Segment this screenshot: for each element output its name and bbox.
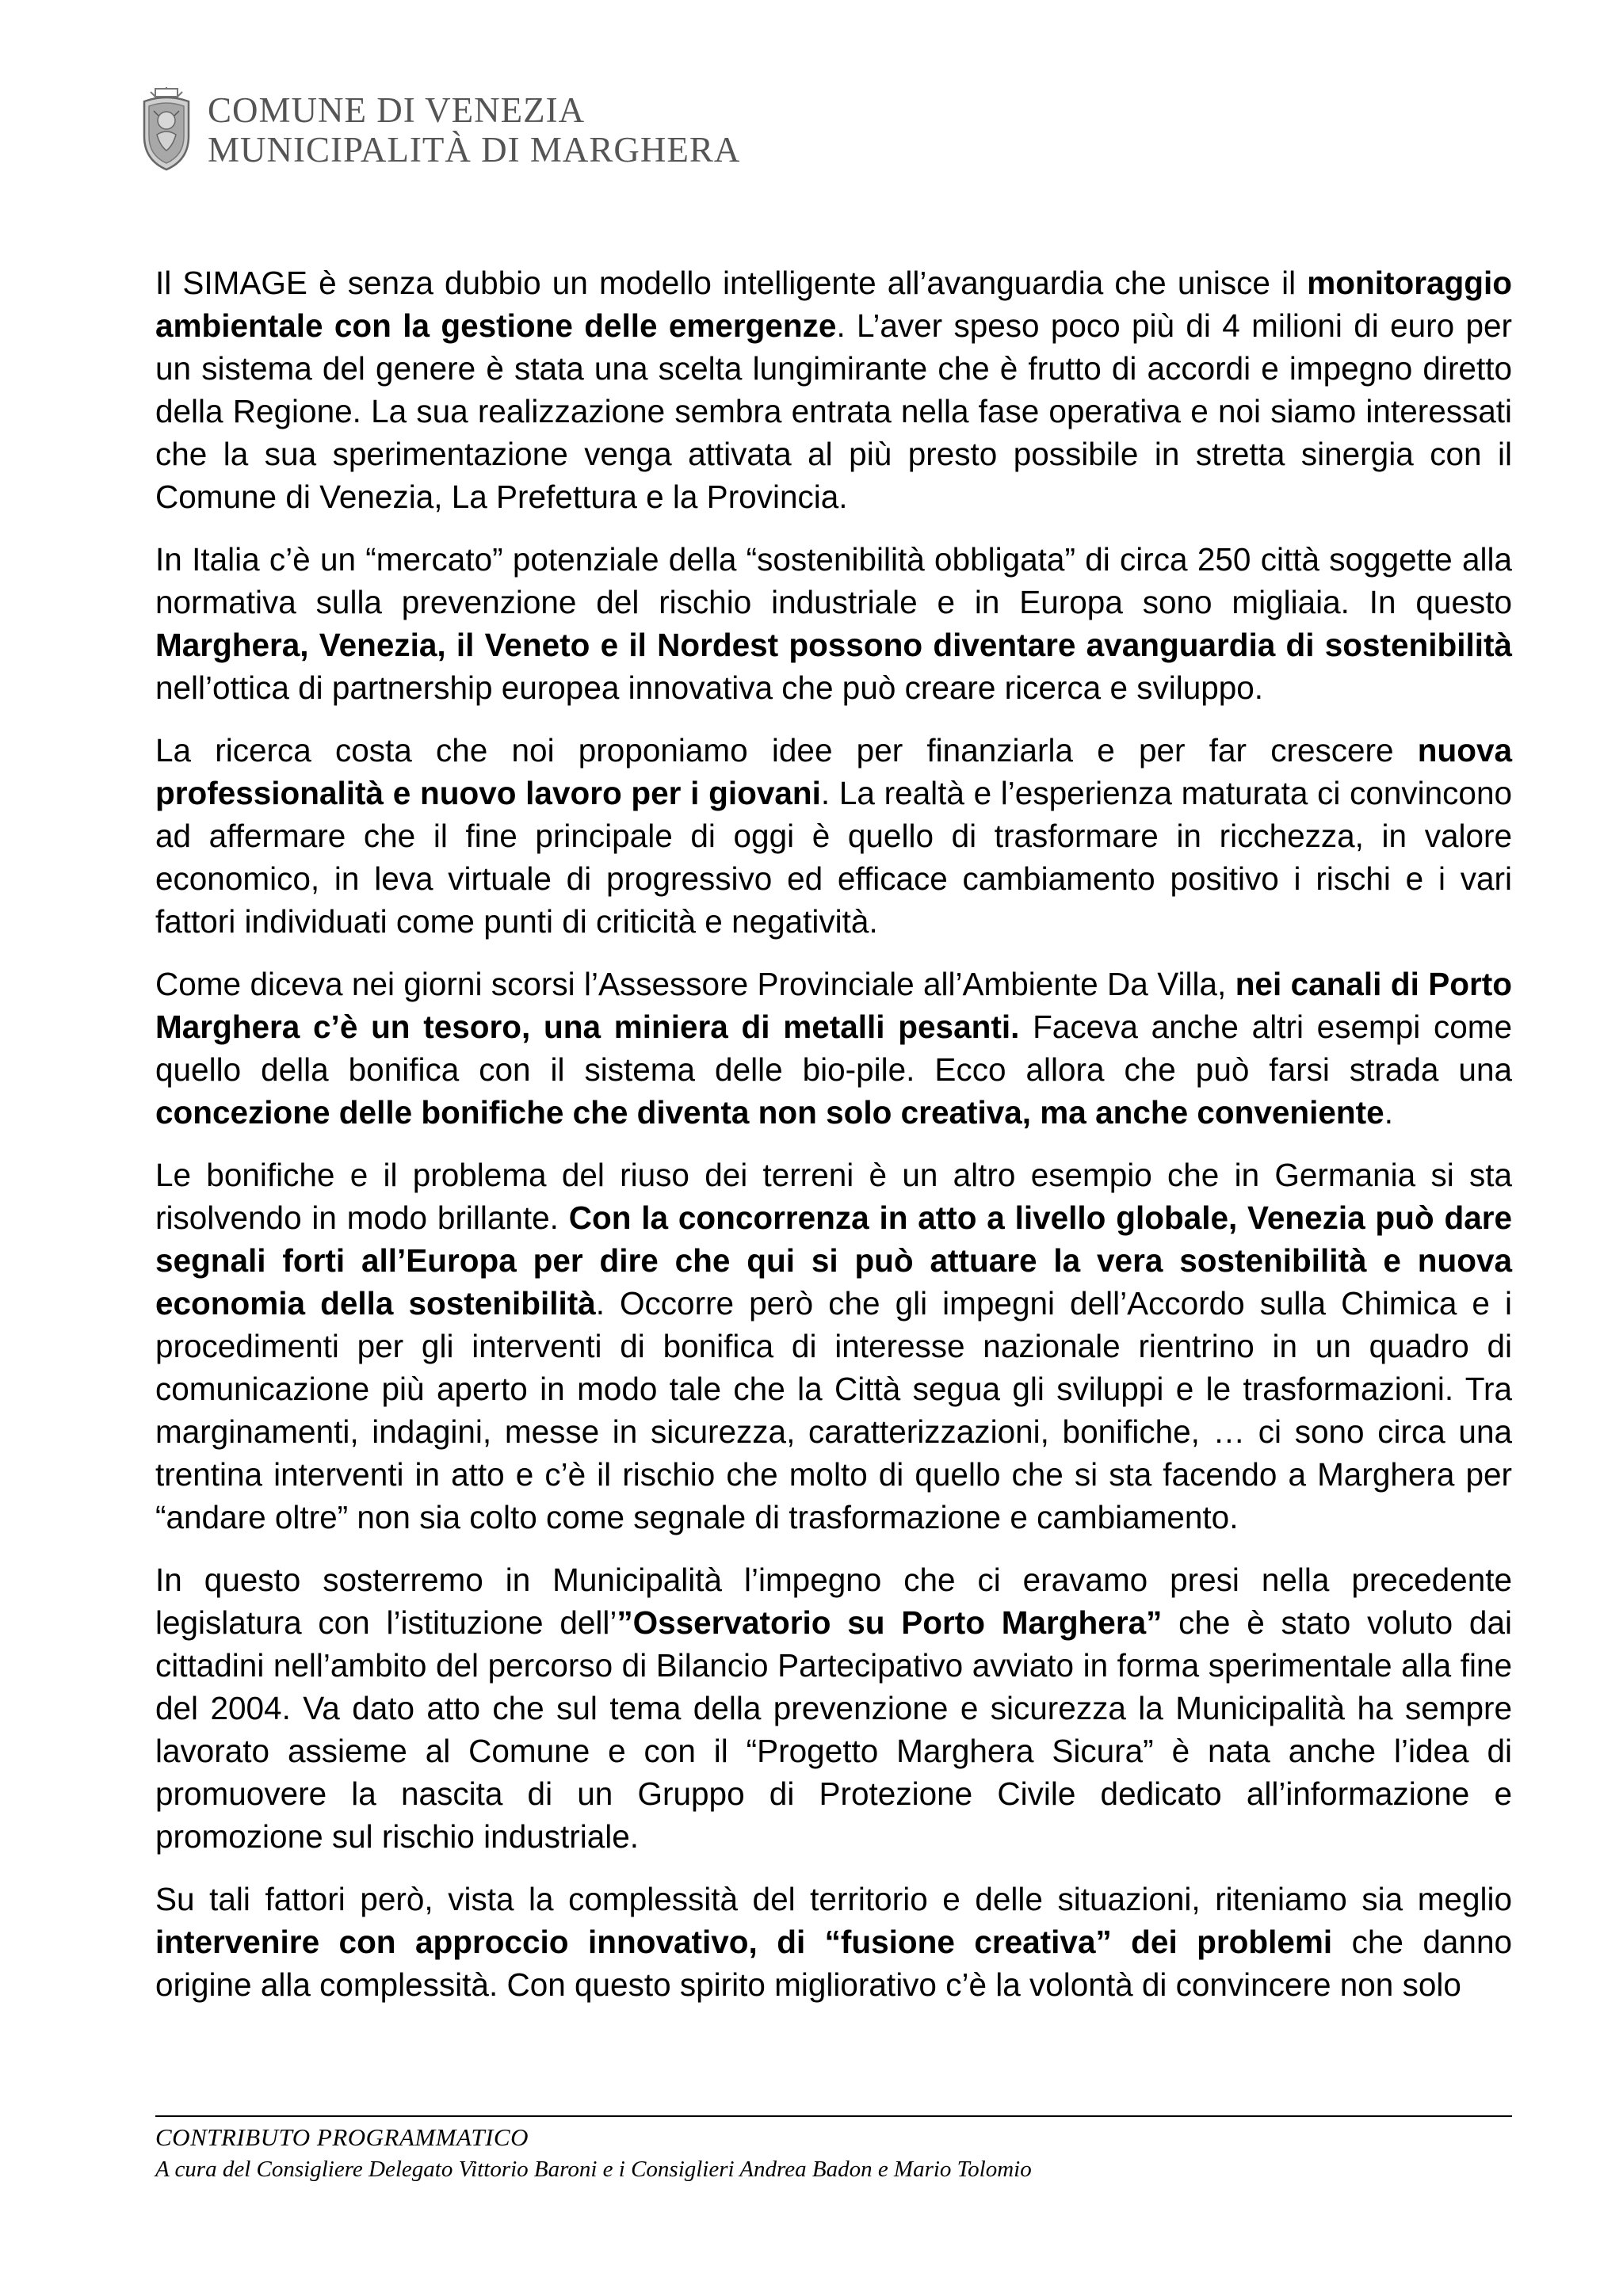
- venice-lion-crest-icon: [139, 87, 193, 173]
- text-run: nell’ottica di partnership europea innovativa che può creare ricerca e sviluppo.: [155, 669, 1264, 706]
- paragraph: [155, 729, 1512, 943]
- text-run: In Italia c’è un “mercato” potenziale della “sostenibilità obbligata” di circa 250 città soggette alla normativa sulla prevenzione del rischio industriale e in Europa sono migliaia. In questo: [155, 541, 1512, 620]
- text-run: . Occorre però che gli impegni dell’Accordo sulla Chimica e i procedimenti per gli interventi di bonifica di interesse nazionale rientrino in un quadro di comunicazione più aperto in modo tale che la Città segua gli sviluppi e le trasformazioni. Tra marginamenti, indagini, messe in sicurezza, caratterizzazioni, bonifiche, … ci sono circa una trentina interventi in atto e c’è il rischio che molto di quello che si sta facendo a Marghera per “andare oltre” non sia colto come segnale di trasformazione e cambiamento.: [155, 1285, 1512, 1535]
- paragraph: [155, 261, 1512, 518]
- text-run: .: [1384, 1094, 1393, 1131]
- document-body: [155, 261, 1512, 2026]
- text-run: Le bonifiche e il problema del riuso dei terreni è un altro esempio che in Germania si sta risolvendo in modo brillante.: [155, 1157, 1512, 1236]
- text-run: Faceva anche altri esempi come quello della bonifica con il sistema delle bio-pile. Ecco allora che può farsi strada una: [155, 1009, 1512, 1088]
- paragraph: [155, 1154, 1512, 1539]
- letterhead-comune: COMUNE DI VENEZIA: [208, 90, 586, 130]
- bold-text-run: nei canali di Porto Marghera c’è un tesoro, una miniera di metalli pesanti.: [155, 966, 1512, 1045]
- text-run: Come diceva nei giorni scorsi l’Assessore Provinciale all’Ambiente Da Villa,: [155, 966, 1235, 1002]
- page-footer: [155, 2122, 1512, 2185]
- paragraph: [155, 1558, 1512, 1858]
- bold-text-run: nuova professionalità e nuovo lavoro per i giovani: [155, 732, 1512, 811]
- paragraph: [155, 1878, 1512, 2006]
- paragraph: [155, 963, 1512, 1134]
- letterhead-municipalita: MUNICIPALITÀ DI MARGHERA: [208, 130, 741, 170]
- bold-text-run: intervenire con approccio innovativo, di “fusione creativa” dei problemi: [155, 1924, 1333, 1960]
- text-run: che è stato voluto dai cittadini nell’ambito del percorso di Bilancio Partecipativo avviato in forma sperimentale alla fine del 2004. Va dato atto che sul tema della prevenzione e sicurezza la Municipalità ha sempre lavorato assieme al Comune e con il “Progetto Marghera Sicura” è nata anche l’idea di promuovere la nascita di un Gruppo di Protezione Civile dedicato all’informazione e promozione sul rischio industriale.: [155, 1604, 1512, 1855]
- text-run: . La realtà e l’esperienza maturata ci convincono ad affermare che il fine principale di oggi è quello di trasformare in ricchezza, in valore economico, in leva virtuale di progressivo ed efficace cambiamento positivo i rischi e i vari fattori individuati come punti di criticità e negatività.: [155, 775, 1513, 940]
- text-run: Su tali fattori però, vista la complessità del territorio e delle situazioni, riteniamo sia meglio: [155, 1881, 1512, 1917]
- footer-divider: [155, 2115, 1512, 2117]
- bold-text-run: Marghera, Venezia, il Veneto e il Nordest possono diventare avanguardia di sostenibilità: [155, 627, 1512, 663]
- text-run: La ricerca costa che noi proponiamo idee per finanziarla e per far crescere: [155, 732, 1418, 769]
- text-run: . L’aver speso poco più di 4 milioni di euro per un sistema del genere è stata una scelta lungimirante che è frutto di accordi e impegno diretto della Regione. La sua realizzazione sembra entrata nella fase operativa e noi siamo interessati che la sua sperimentazione venga attivata al più presto possibile in stretta sinergia con il Comune di Venezia, La Prefettura e la Provincia.: [155, 307, 1512, 515]
- footer-credits: A cura del Consigliere Delegato Vittorio Baroni e i Consiglieri Andrea Badon e Mario Tolomio: [155, 2157, 1032, 2182]
- footer-title: CONTRIBUTO PROGRAMMATICO: [155, 2123, 529, 2151]
- text-run: che danno origine alla complessità. Con questo spirito migliorativo c’è la volontà di convincere non solo: [155, 1924, 1512, 2003]
- text-run: Il SIMAGE è senza dubbio un modello intelligente all’avanguardia che unisce il: [155, 265, 1308, 301]
- text-run: In questo sosterremo in Municipalità l’impegno che ci eravamo presi nella precedente legislatura con l’istituzione dell’: [155, 1562, 1512, 1641]
- bold-text-run: monitoraggio ambientale con la gestione delle emergenze: [155, 265, 1512, 344]
- paragraph: [155, 538, 1512, 709]
- letterhead: [139, 86, 740, 174]
- bold-text-run: concezione delle bonifiche che diventa non solo creativa, ma anche conveniente: [155, 1094, 1384, 1131]
- bold-text-run: ”Osservatorio su Porto Marghera”: [617, 1604, 1163, 1641]
- bold-text-run: Con la concorrenza in atto a livello globale, Venezia può dare segnali forti all’Europa per dire che qui si può attuare la vera sostenibilità e nuova economia della sostenibilità: [155, 1199, 1513, 1322]
